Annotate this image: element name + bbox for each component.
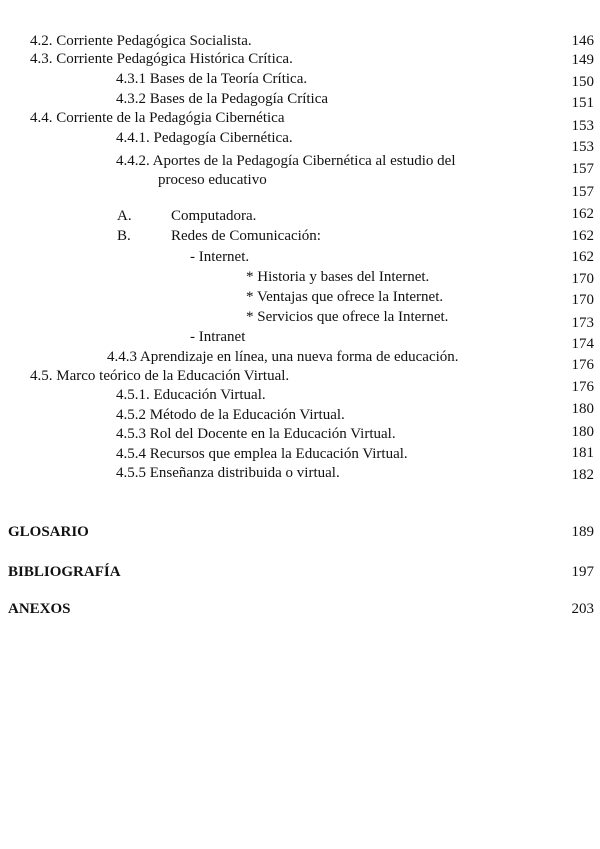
- toc-page-number: 153: [571, 139, 594, 155]
- toc-entry-4-4: 4.4. Corriente de la Pedagógia Cibernética: [30, 110, 285, 126]
- toc-page-number: 146: [571, 33, 594, 49]
- toc-page-number: 150: [571, 74, 594, 90]
- toc-page-number: 180: [571, 424, 594, 440]
- toc-page-number: 174: [571, 336, 594, 352]
- toc-entry-4-5-5: 4.5.5 Enseñanza distribuida o virtual.: [116, 465, 340, 481]
- toc-entry-computadora: Computadora.: [171, 208, 257, 224]
- toc-entry-historia: * Historia y bases del Internet.: [246, 269, 430, 285]
- toc-page-number: 162: [571, 228, 594, 244]
- toc-page-number: 162: [571, 249, 594, 265]
- toc-page-number: 153: [571, 118, 594, 134]
- toc-page-number: 157: [571, 184, 594, 200]
- toc-entry-4-5-1: 4.5.1. Educación Virtual.: [116, 387, 266, 403]
- toc-entry-4-3: 4.3. Corriente Pedagógica Histórica Crítica.: [30, 51, 293, 67]
- toc-entry-4-4-2: 4.4.2. Aportes de la Pedagogía Cibernética al estudio del: [116, 153, 456, 169]
- toc-page-number: 176: [571, 379, 594, 395]
- toc-marker-b: B.: [117, 228, 131, 244]
- toc-page-number: 170: [571, 292, 594, 308]
- toc-page-number: 180: [571, 401, 594, 417]
- toc-page-number: 151: [571, 95, 594, 111]
- toc-entry-4-3-1: 4.3.1 Bases de la Teoría Crítica.: [116, 71, 308, 87]
- toc-entry-ventajas: * Ventajas que ofrece la Internet.: [246, 289, 444, 305]
- section-anexos-page: 203: [571, 601, 594, 617]
- toc-marker-a: A.: [117, 208, 132, 224]
- toc-entry-4-4-3: 4.4.3 Aprendizaje en línea, una nueva forma de educación.: [107, 349, 459, 365]
- toc-entry-servicios: * Servicios que ofrece la Internet.: [246, 309, 449, 325]
- toc-page-number: 181: [571, 445, 594, 461]
- section-glosario-page: 189: [571, 524, 594, 540]
- toc-entry-intranet: - Intranet: [190, 329, 246, 345]
- toc-entry-4-2: 4.2. Corriente Pedagógica Socialista.: [30, 33, 252, 49]
- toc-entry-4-5-4: 4.5.4 Recursos que emplea la Educación Virtual.: [116, 446, 408, 462]
- toc-entry-redes: Redes de Comunicación:: [171, 228, 321, 244]
- section-bibliografia-page: 197: [571, 564, 594, 580]
- section-anexos: ANEXOS: [8, 601, 71, 617]
- toc-entry-4-5-2: 4.5.2 Método de la Educación Virtual.: [116, 407, 345, 423]
- toc-page-number: 157: [571, 161, 594, 177]
- toc-page-number: 149: [571, 52, 594, 68]
- toc-entry-4-4-2-cont: proceso educativo: [158, 172, 267, 188]
- toc-entry-4-5: 4.5. Marco teórico de la Educación Virtual.: [30, 368, 290, 384]
- toc-entry-4-5-3: 4.5.3 Rol del Docente en la Educación Virtual.: [116, 426, 396, 442]
- section-bibliografia: BIBLIOGRAFÍA: [8, 564, 121, 580]
- toc-page-number: 176: [571, 357, 594, 373]
- toc-page-number: 170: [571, 271, 594, 287]
- toc-page-number: 182: [571, 467, 594, 483]
- toc-page-number: 162: [571, 206, 594, 222]
- toc-page-number: 173: [571, 315, 594, 331]
- section-glosario: GLOSARIO: [8, 524, 89, 540]
- toc-entry-4-3-2: 4.3.2 Bases de la Pedagogía Crítica: [116, 91, 329, 107]
- toc-entry-4-4-1: 4.4.1. Pedagogía Cibernética.: [116, 130, 293, 146]
- toc-entry-internet: - Internet.: [190, 249, 250, 265]
